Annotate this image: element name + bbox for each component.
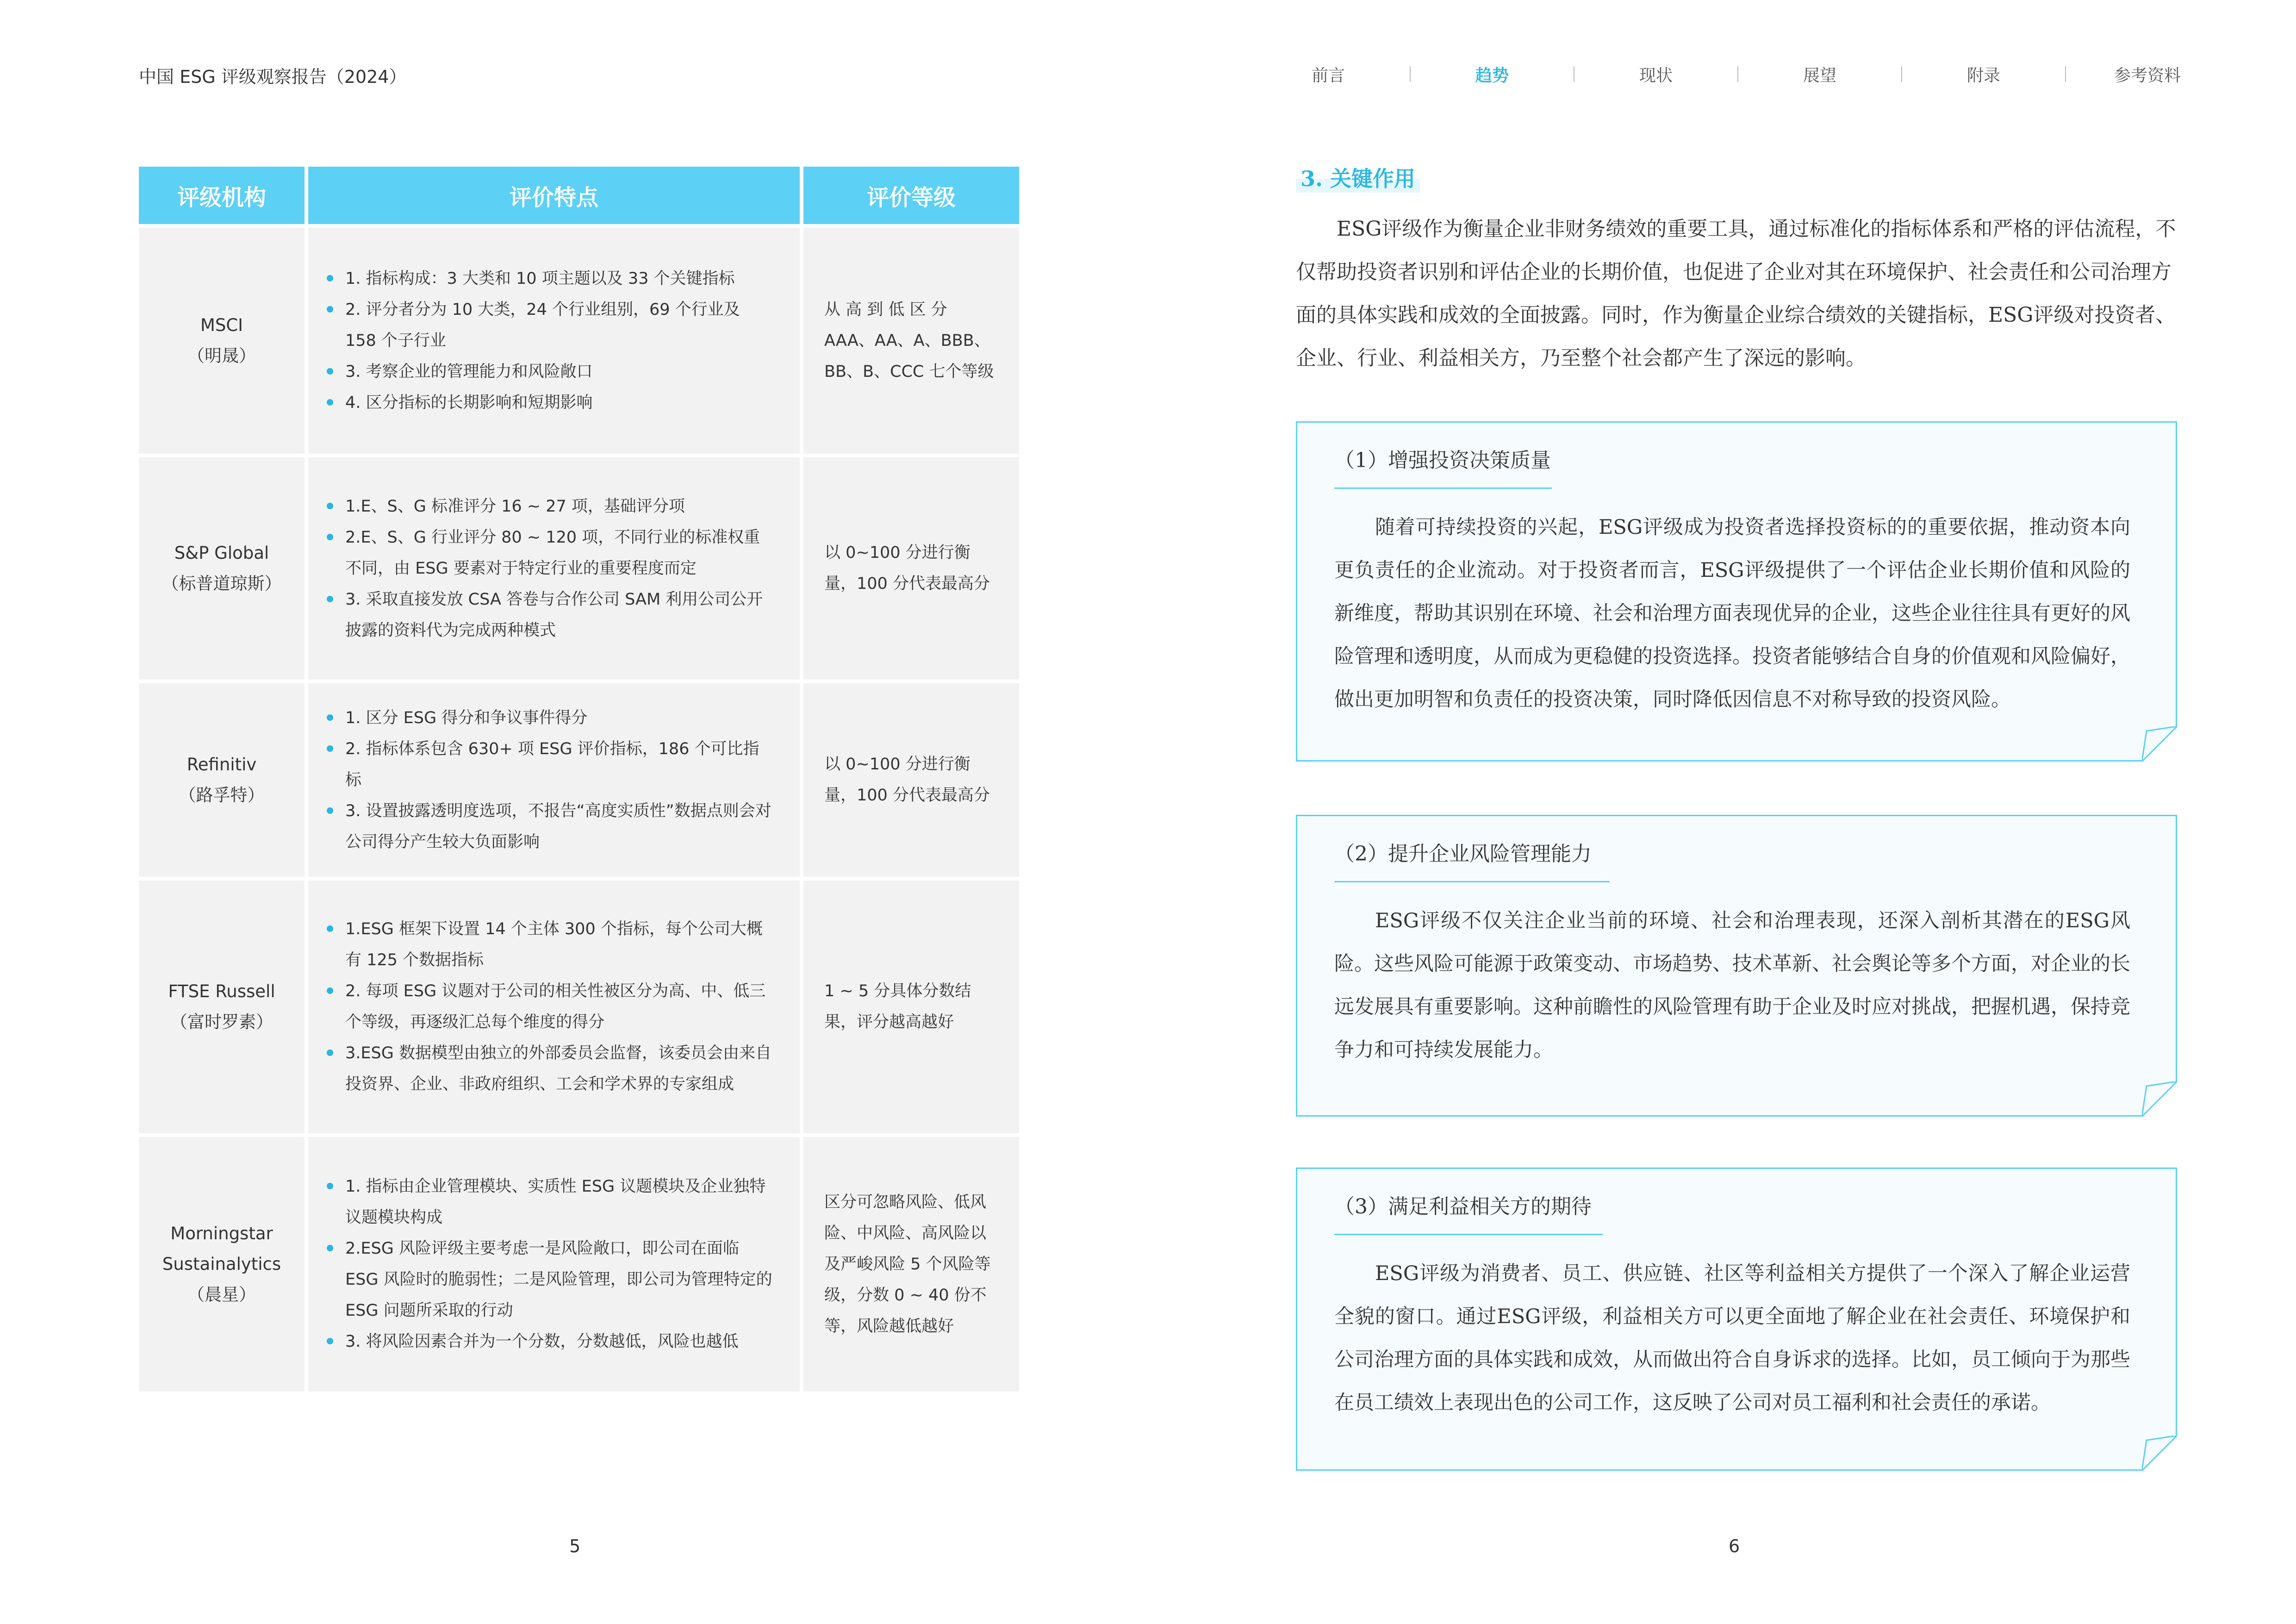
agency-name-line2: Sustainalytics <box>162 1254 281 1274</box>
level-cell <box>803 1137 1019 1392</box>
callout-text: ESG评级不仅关注企业当前的环境、社会和治理表现，还深入剖析其潜在的ESG风险。这些风险可能源于政策变动、市场趋势、技术革新、社会舆论等多个方面，对企业的长远发展具有重要影响。这种前瞻性的风险管理有助于企业及时应对挑战，把握机遇，保持竞争力和可持续发展能力。 <box>1334 909 2130 1062</box>
section-nav <box>1291 62 2184 86</box>
feature-item: 2.ESG 风险评级主要考虑一是风险敞口，即公司在面临 ESG 风险时的脆弱性；二是风险管理，即公司为管理特定的 ESG 问题所采取的行动 <box>345 1233 774 1326</box>
feature-item: 2. 指标体系包含 630+ 项 ESG 评价指标，186 个可比指标 <box>345 734 774 796</box>
agency-name: MSCI <box>200 315 243 335</box>
nav-item-references[interactable]: 参考资料 <box>2114 66 2181 85</box>
column-header-levels: 评价等级 <box>803 167 1019 224</box>
callout-text: 随着可持续投资的兴起，ESG评级成为投资者选择投资标的的重要依据，推动资本向更负责任的企业流动。对于投资者而言，ESG评级提供了一个评估企业长期价值和风险的新维度，帮助其识别在环境、社会和治理方面表现优异的企业，这些企业往往具有更好的风险管理和透明度，从而成为更稳健的投资选择。投资者能够结合自身的价值观和风险偏好，做出更加明智和负责任的投资决策，同时降低因信息不对称导致的投资风险。 <box>1334 516 2130 711</box>
esg-rating-table <box>139 167 1019 1395</box>
feature-item: 3.ESG 数据模型由独立的外部委员会监督，该委员会由来自投资界、企业、非政府组织、工会和学术界的专家组成 <box>345 1038 774 1100</box>
table-row <box>139 881 1019 1133</box>
section-title: 3. 关键作用 <box>1296 162 1420 193</box>
page-curl-icon <box>2142 1081 2177 1117</box>
nav-item-outlook[interactable]: 展望 <box>1803 66 1836 85</box>
nav-item-preface[interactable]: 前言 <box>1311 66 1345 85</box>
feature-item: 2. 评分者分为 10 大类，24 个行业组别，69 个行业及 158 个子行业 <box>345 294 774 356</box>
column-header-agency: 评级机构 <box>139 167 305 224</box>
feature-item: 1. 指标由企业管理模块、实质性 ESG 议题模块及企业独特议题模块构成 <box>345 1171 774 1233</box>
callout-text: ESG评级为消费者、员工、供应链、社区等利益相关方提供了一个深入了解企业运营全貌的窗口。通过ESG评级，利益相关方可以更全面地了解企业在社会责任、环境保护和公司治理方面的具体实践和成效，从而做出符合自身诉求的选择。比如，员工倾向于为那些在员工绩效上表现出色的公司工作，这反映了公司对员工福利和社会责任的承诺。 <box>1334 1262 2130 1414</box>
page-curl-icon <box>2142 1436 2177 1471</box>
table-header-row <box>139 167 1019 224</box>
nav-item-trends[interactable]: 趋势 <box>1475 66 1509 85</box>
page-number-right: 6 <box>1729 1536 1740 1556</box>
agency-cn-name: （富时罗素） <box>170 1012 273 1032</box>
agency-cell <box>139 683 305 877</box>
agency-cn-name: （明晟） <box>187 346 256 366</box>
level-cell <box>803 683 1019 877</box>
nav-divider <box>1901 66 1902 82</box>
agency-cn-name: （路孚特） <box>179 785 265 805</box>
features-cell <box>308 683 800 877</box>
feature-item: 1. 区分 ESG 得分和争议事件得分 <box>345 703 774 734</box>
table-row <box>139 683 1019 877</box>
callout-title: （3）满足利益相关方的期待 <box>1334 1195 1592 1218</box>
feature-item: 1. 指标构成：3 大类和 10 项主题以及 33 个关键指标 <box>345 263 774 294</box>
nav-item-status[interactable]: 现状 <box>1639 66 1673 85</box>
callout-underline <box>1334 881 1610 882</box>
feature-item: 1.E、S、G 标准评分 16 ~ 27 项，基础评分项 <box>345 491 774 522</box>
table-row <box>139 1137 1019 1392</box>
level-text: 1 ~ 5 分具体分数结果，评分越高越好 <box>824 982 971 1031</box>
section-intro: ESG评级作为衡量企业非财务绩效的重要工具，通过标准化的指标体系和严格的评估流程，不仅帮助投资者识别和评估企业的长期价值，也促进了企业对其在环境保护、社会责任和公司治理方面的具体实践和成效的全面披露。同时，作为衡量企业综合绩效的关键指标，ESG评级对投资者、企业、行业、利益相关方，乃至整个社会都产生了深远的影响。 <box>1296 217 2176 370</box>
level-text: 以 0~100 分进行衡量，100 分代表最高分 <box>824 543 990 593</box>
feature-item: 3. 设置披露透明度选项，不报告“高度实质性”数据点则会对公司得分产生较大负面影响 <box>345 796 774 858</box>
level-text: 区分可忽略风险、低风险、中风险、高风险以及严峻风险 5 个风险等级，分数 0 ~ 40 份不等，风险越低越好 <box>824 1193 991 1336</box>
features-cell <box>308 1137 800 1392</box>
callout-title: （2）提升企业风险管理能力 <box>1334 842 1592 866</box>
page-curl-icon <box>2142 726 2177 762</box>
features-cell <box>308 457 800 680</box>
callout-underline <box>1334 487 1552 489</box>
page-number-left: 5 <box>569 1536 581 1556</box>
level-cell <box>803 228 1019 454</box>
agency-name: Refinitiv <box>187 755 257 775</box>
agency-cn-name: （标普道琼斯） <box>162 574 282 593</box>
agency-cn-name: （晨星） <box>187 1285 256 1305</box>
agency-cell <box>139 228 305 454</box>
callout-title: （1）增强投资决策质量 <box>1334 449 1551 472</box>
feature-item: 2.E、S、G 行业评分 80 ~ 120 项，不同行业的标准权重不同，由 ESG 要素对于特定行业的重要程度而定 <box>345 522 774 584</box>
features-cell <box>308 228 800 454</box>
level-text: 以 0~100 分进行衡量，100 分代表最高分 <box>824 755 990 805</box>
nav-divider <box>2065 66 2066 82</box>
nav-item-appendix[interactable]: 附录 <box>1966 66 2000 85</box>
agency-name: FTSE Russell <box>168 981 275 1001</box>
callout-box <box>1296 421 2177 762</box>
feature-item: 3. 考察企业的管理能力和风险敞口 <box>345 356 774 387</box>
table-row <box>139 457 1019 680</box>
nav-divider <box>1410 66 1411 82</box>
feature-item: 1.ESG 框架下设置 14 个主体 300 个指标，每个公司大概有 125 个数据指标 <box>345 914 774 976</box>
column-header-features: 评价特点 <box>308 167 800 224</box>
agency-cell <box>139 1137 305 1392</box>
callout-box <box>1296 1168 2177 1471</box>
report-title: 中国 ESG 评级观察报告（2024） <box>139 67 407 87</box>
feature-item: 4. 区分指标的长期影响和短期影响 <box>345 387 774 418</box>
agency-cell <box>139 881 305 1133</box>
callout-box <box>1296 815 2177 1117</box>
nav-divider <box>1737 66 1738 82</box>
features-cell <box>308 881 800 1133</box>
table-row <box>139 228 1019 454</box>
level-cell <box>803 457 1019 680</box>
feature-item: 2. 每项 ESG 议题对于公司的相关性被区分为高、中、低三个等级，再逐级汇总每个维度的得分 <box>345 976 774 1038</box>
feature-item: 3. 将风险因素合并为一个分数，分数越低，风险也越低 <box>345 1326 774 1357</box>
agency-name: Morningstar <box>170 1224 273 1243</box>
feature-item: 3. 采取直接发放 CSA 答卷与合作公司 SAM 利用公司公开披露的资料代为完成两种模式 <box>345 584 774 646</box>
level-text: 从 高 到 低 区 分 AAA、AA、A、BBB、BB、B、CCC 七个等级 <box>824 300 994 381</box>
agency-cell <box>139 457 305 680</box>
agency-name: S&P Global <box>174 543 269 563</box>
callout-underline <box>1334 1234 1603 1235</box>
level-cell <box>803 881 1019 1133</box>
